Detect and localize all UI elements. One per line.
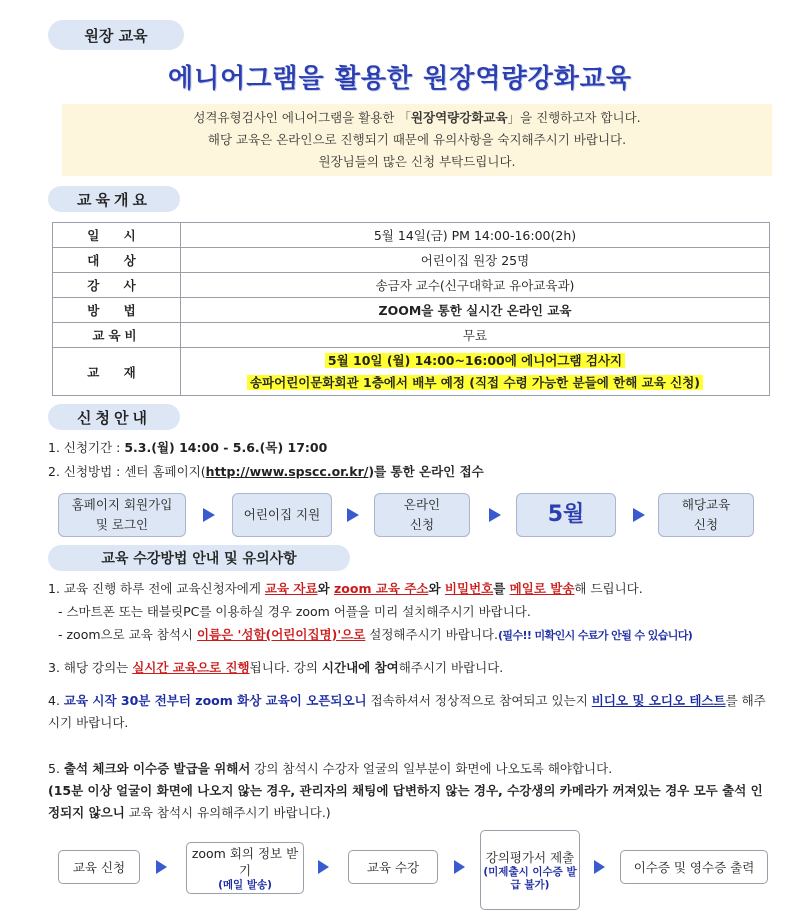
arrow-right-icon — [594, 860, 605, 874]
intro-box — [62, 104, 772, 176]
table-row: 대 상 어린이집 원장 25명 — [53, 248, 770, 273]
table-row: 교육비 무료 — [53, 323, 770, 348]
pill-label: 원장 교육 — [84, 26, 148, 45]
arrow-right-icon — [454, 860, 465, 874]
arrow-right-icon — [347, 508, 359, 522]
flow-step-online: 온라인 신청 — [374, 493, 470, 537]
flow-step-course: 해당교육 신청 — [658, 493, 754, 537]
note-1: 1. 교육 진행 하루 전에 교육신청자에게 교육 자료와 zoom 교육 주소와 비밀번호를 메일로 발송해 드립니다. — [48, 581, 643, 596]
flow-step-zoom-info: zoom 회의 정보 받기 (메일 발송) — [186, 842, 304, 894]
flow-step-certificate: 이수증 및 영수증 출력 — [620, 850, 768, 884]
flow-step-apply: 교육 신청 — [58, 850, 140, 884]
note-5: 5. 출석 체크와 이수증 발급을 위해서 강의 참석시 수강자 얼굴의 일부분이 화면에 나오도록 해야합니다. — [48, 761, 613, 776]
arrow-right-icon — [489, 508, 501, 522]
note-4: 4. 교육 시작 30분 전부터 zoom 화상 교육이 오픈되오니 접속하셔서 정상적으로 참여되고 있는지 비디오 및 오디오 테스트를 해주시기 바랍니다. — [48, 693, 766, 730]
flow-step-signup: 홈페이지 회원가입 및 로그인 — [58, 493, 186, 537]
intro-line-2: 해당 교육은 온라인으로 진행되기 때문에 유의사항을 숙지해주시기 바랍니다. — [207, 132, 627, 147]
note-1-sub-2: - zoom으로 교육 참석시 이름은 '성함(어린이집명)'으로 설정해주시기 바랍니다.(필수!! 미확인시 수료가 안될 수 있습니다) — [58, 627, 693, 642]
note-1-sub-1: - 스마트폰 또는 태블릿PC를 이용하실 경우 zoom 어플을 미리 설치해주시기 바랍니다. — [58, 604, 531, 619]
arrow-right-icon — [203, 508, 215, 522]
table-row: 일 시 5월 14일(금) PM 14:00-16:00(2h) — [53, 223, 770, 248]
table-row-material: 교 재 5월 10일 (월) 14:00~16:00에 에니어그램 검사지 송파어린이문화회관 1층에서 배부 예정 (직접 수령 가능한 분들에 한해 교육 신청) — [53, 348, 770, 396]
note-3: 3. 해당 강의는 실시간 교육으로 진행됩니다. 강의 시간내에 참여해주시기 바랍니다. — [48, 660, 504, 675]
homepage-link[interactable]: http://www.spscc.or.kr/ — [205, 464, 369, 479]
overview-table — [52, 222, 770, 396]
section-pill-method: 교육 수강방법 안내 및 유의사항 — [48, 545, 350, 571]
section-pill-apply: 신청안내 — [48, 404, 180, 430]
note-5-detail: (15분 이상 얼굴이 화면에 나오지 않는 경우, 관리자의 채팅에 답변하지 않는 경우, 수강생의 카메라가 꺼져있는 경우 모두 출석 인정되지 않으니 교육 참석시 유의해주시기 바랍니다.) — [48, 783, 763, 820]
table-row: 강 사 송금자 교수(신구대학교 유아교육과) — [53, 273, 770, 298]
section-pill-overview: 교육개요 — [48, 186, 180, 212]
flow-step-attend: 교육 수강 — [348, 850, 438, 884]
intro-line-3: 원장님들의 많은 신청 부탁드립니다. — [318, 154, 516, 169]
flow-step-may: 5월 — [516, 493, 616, 537]
table-row: 방 법 ZOOM을 통한 실시간 온라인 교육 — [53, 298, 770, 323]
arrow-right-icon — [318, 860, 329, 874]
flow-step-evaluation: 강의평가서 제출 (미제출시 이수증 발급 불가) — [480, 830, 580, 910]
section-pill-director-education — [48, 20, 184, 50]
arrow-right-icon — [156, 860, 167, 874]
flow-step-daycare: 어린이집 지원 — [232, 493, 332, 537]
arrow-right-icon — [633, 508, 645, 522]
page-title: 에니어그램을 활용한 원장역량강화교육 — [167, 64, 633, 94]
apply-period: 1. 신청기간 : 5.3.(월) 14:00 - 5.6.(목) 17:00 — [48, 440, 328, 455]
intro-line-1: 성격유형검사인 에니어그램을 활용한 「원장역량강화교육」을 진행하고자 합니다. — [193, 110, 641, 125]
apply-method: 2. 신청방법 : 센터 홈페이지(http://www.spscc.or.kr/)를 통한 온라인 접수 — [48, 464, 484, 479]
